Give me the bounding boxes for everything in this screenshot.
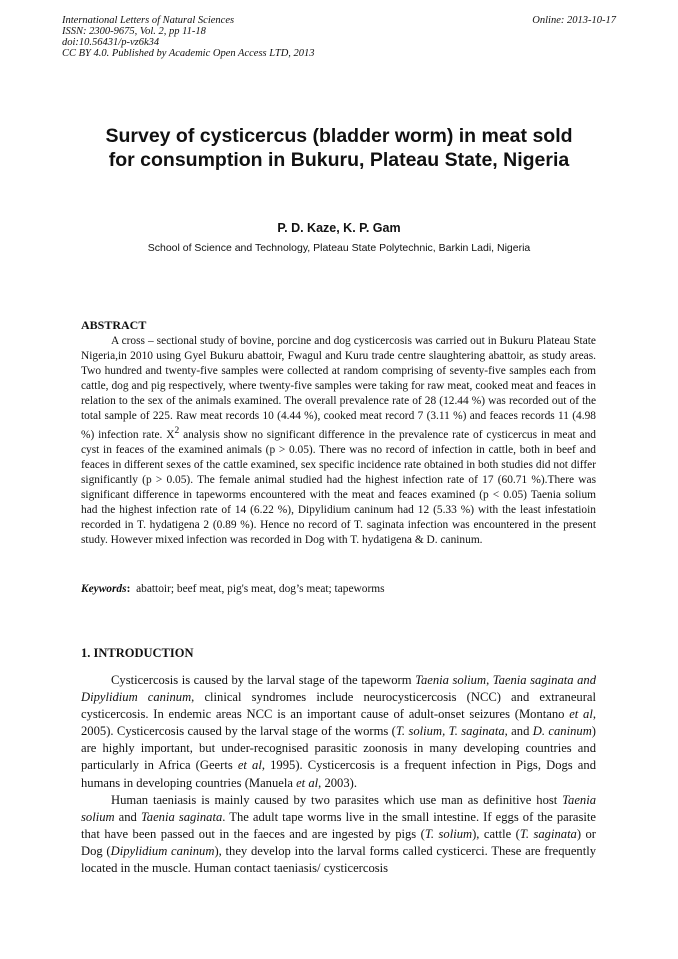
doi-line: doi:10.56431/p-vz6k34 bbox=[62, 37, 160, 48]
italic-run: Taenia saginata and Dipylidium caninum bbox=[81, 673, 596, 705]
abstract-text-2: analysis show no significant difference in the prevalence rate of cysticercus in meat and cyst in feaces of the examined animals (p > 0.05). There was no record of infection in cattle, both in beef and feaces in different sexes of the cattle examined, sex specific incidence rate obtained in both studies did not differ significantly (p > 0.05). The female animal studied had the highest infection rate of 17 (60.71 %).There was significant difference in tapeworms encountered with the meat and feaces examined (p < 0.05) Taenia solium had the highest infection rate of 14 (6.22 %), Dipylidium caninum had 12 (5.33 %) with the least infestatioin recorded in T. hydatigena 2 (0.89 %). Hence no record of T. saginata infection was encountered in the present study. However mixed infection was recorded in Dog with T. hydatigena & D. caninum. bbox=[81, 429, 596, 547]
italic-run: Taenia solium bbox=[81, 792, 596, 824]
abstract-text-1: A cross – sectional study of bovine, porcine and dog cysticercosis was carried out in Bukuru Plateau State Nigeria,in 2010 using Gyel Bukuru abattoir, Fwagul and Kuru trade centre slaughtering abattoir, as study areas. Two hundred and twenty-five samples were collected at random comprising of seventy-five samples each from cattle, dog and pig respectively, where twenty-five samples were taking for raw meat, cooked meat and feaces in relation to the sex of the animals examined. The overall prevalence rate of 28 (12.44 %) was recorded out of the total sample of 225. Raw meat records 10 (4.44 %), cooked meat record 7 (3.11 %) and feaces records 11 (4.98 %) infection rate. X bbox=[81, 335, 596, 442]
title-line-2: for consumption in Bukuru, Plateau State, Nigeria bbox=[108, 149, 570, 171]
text-run: , bbox=[486, 673, 493, 687]
authors: P. D. Kaze, K. P. Gam bbox=[277, 221, 401, 235]
keywords-text: abattoir; beef meat, pig's meat, dog’s meat; tapeworms bbox=[136, 583, 385, 595]
text-run: Human taeniasis is mainly caused by two parasites which use man as definitive host bbox=[111, 792, 563, 807]
affiliation: School of Science and Technology, Plateau State Polytechnic, Barkin Ladi, Nigeria bbox=[147, 242, 531, 254]
intro-paragraph-1 bbox=[81, 672, 596, 792]
text-run: , clinical syndromes include neurocysticercosis (NCC) and extraneural cysticercosis. In endemic areas NCC is an important cause of adult-onset seizures (Montano bbox=[81, 690, 597, 722]
text-run: , 2005). Cysticercosis caused by the larval stage of the worms ( bbox=[81, 707, 596, 739]
title-line-1: Survey of cysticercus (bladder worm) in meat sold bbox=[105, 125, 573, 147]
paper-title bbox=[62, 124, 616, 172]
text-run: . The adult tape worms live in the small intestine. If eggs of the parasite that have been passed out in the faeces and are ingested by pigs ( bbox=[81, 809, 597, 841]
italic-run: T. solium, T. saginata bbox=[395, 724, 505, 739]
abstract-heading: ABSTRACT bbox=[81, 318, 147, 332]
abstract-body bbox=[81, 334, 596, 548]
italic-run: et al bbox=[569, 707, 593, 722]
text-run: ), they develop into the larval forms called cysticerci. These are frequently located in the muscle. Human contact taeniasis/ cysticercosis bbox=[81, 843, 597, 876]
italic-run: et al bbox=[296, 775, 319, 790]
online-date: Online: 2013-10-17 bbox=[532, 15, 616, 26]
intro-paragraph-2 bbox=[81, 792, 596, 877]
italic-run: D. caninum bbox=[532, 724, 592, 739]
text-run: Cysticercosis is caused by the larval stage of the tapeworm bbox=[111, 673, 416, 687]
italic-run: Taenia solium bbox=[415, 673, 487, 687]
text-run: ) are highly important, but under-recognised parasitic zoonosis in many developing countries and particularly in Africa (Geerts bbox=[81, 724, 596, 773]
license-line: CC BY 4.0. Published by Academic Open Access LTD, 2013 bbox=[62, 48, 315, 59]
introduction-body bbox=[81, 672, 596, 877]
keywords bbox=[81, 583, 596, 595]
italic-run: T. saginata bbox=[519, 826, 577, 841]
journal-name: International Letters of Natural Sciences bbox=[62, 15, 235, 26]
text-run: , 1995). Cysticercosis is a frequent infection in Pigs, Dogs and humans in developing countries (Manuela bbox=[81, 758, 596, 790]
abstract-superscript: 2 bbox=[174, 426, 180, 437]
text-run: ), cattle ( bbox=[472, 826, 520, 841]
italic-run: et al bbox=[237, 758, 262, 773]
italic-run: Taenia saginata bbox=[140, 809, 223, 824]
italic-run: T. solium bbox=[424, 826, 473, 841]
text-run: and bbox=[114, 809, 141, 824]
text-run: ) or Dog ( bbox=[81, 826, 596, 858]
keywords-colon: : bbox=[126, 583, 131, 595]
text-run: , and bbox=[504, 724, 533, 739]
issn-line: ISSN: 2300-9675, Vol. 2, pp 11-18 bbox=[62, 26, 206, 37]
keywords-label: Keywords bbox=[81, 583, 127, 595]
text-run: , 2003). bbox=[318, 775, 357, 790]
italic-run: Dipylidium caninum bbox=[110, 843, 215, 858]
section-heading-introduction: 1. INTRODUCTION bbox=[81, 646, 194, 660]
running-header bbox=[62, 15, 616, 59]
